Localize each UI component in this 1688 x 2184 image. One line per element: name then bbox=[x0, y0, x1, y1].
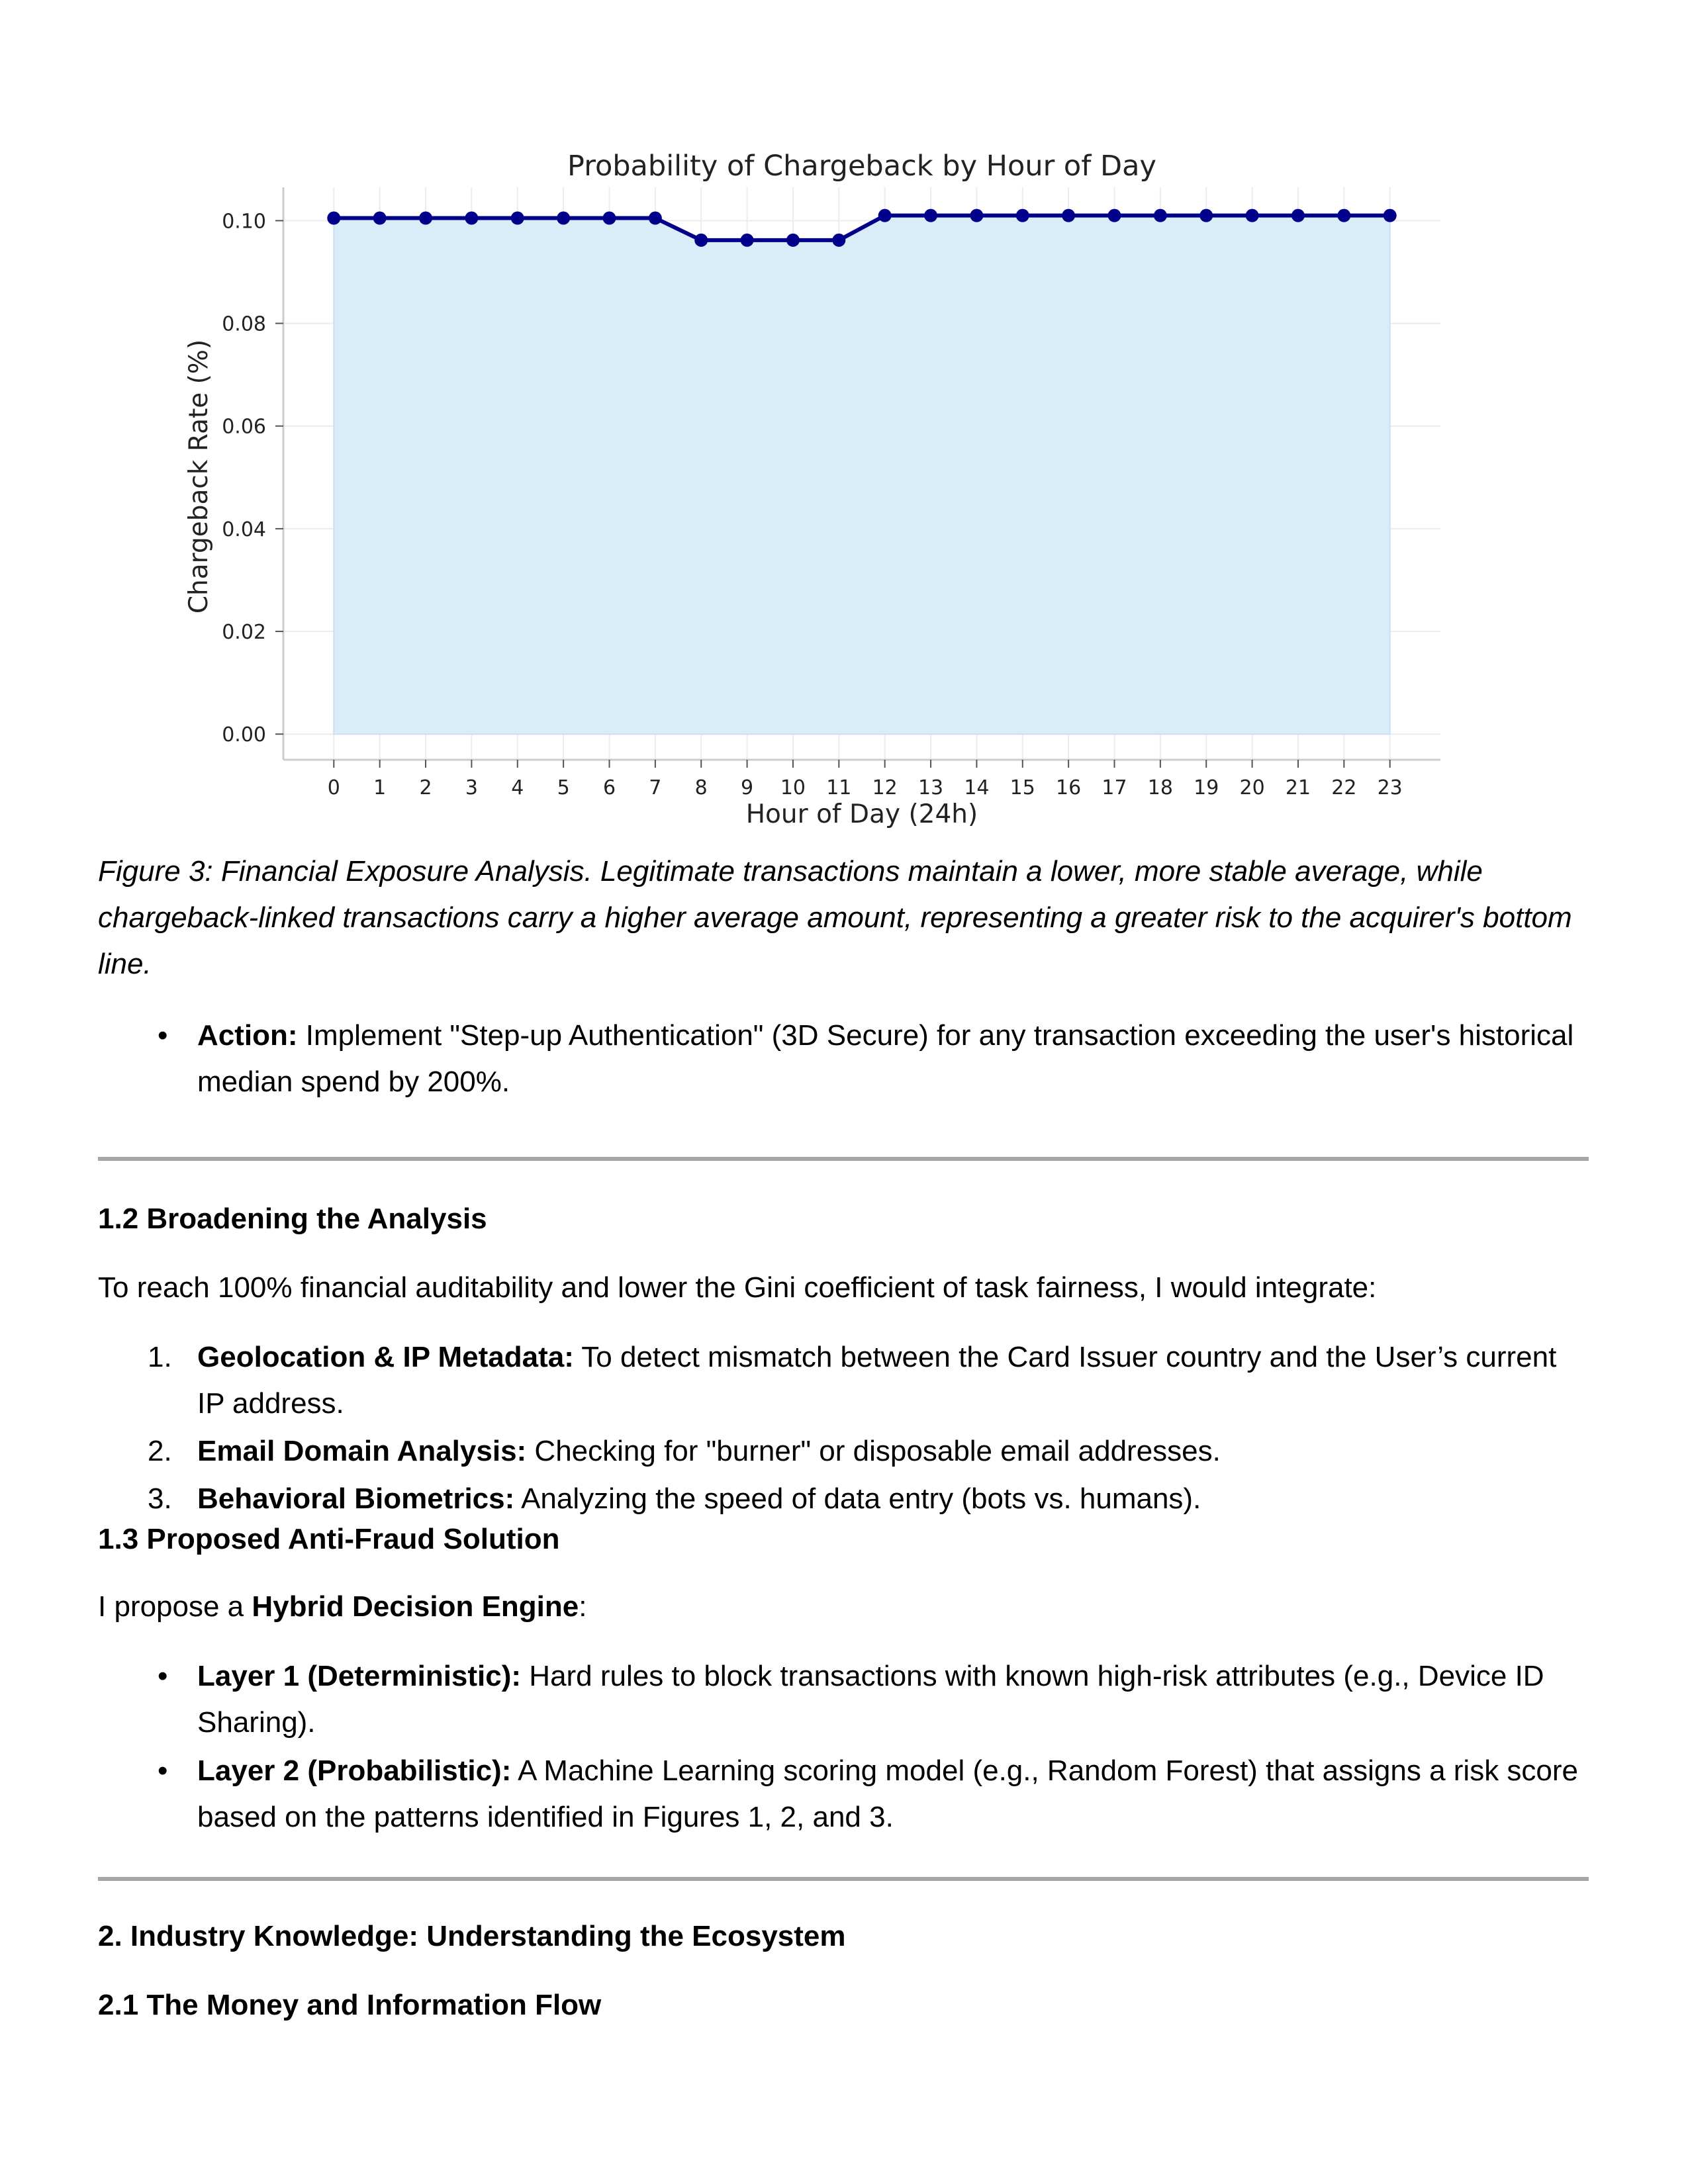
section-heading-2: 2. Industry Knowledge: Understanding the Ecosystem bbox=[98, 1920, 846, 1952]
y-tick-label: 0.00 bbox=[222, 723, 266, 747]
x-tick-label: 11 bbox=[826, 776, 852, 799]
y-tick-label: 0.08 bbox=[222, 312, 266, 336]
x-tick-label: 0 bbox=[327, 776, 340, 799]
data-point bbox=[1383, 209, 1397, 222]
section-heading-2-1: 2.1 The Money and Information Flow bbox=[98, 1989, 602, 2021]
area-fill bbox=[334, 216, 1389, 735]
item-text: Hard rules to block transactions with known high-risk attributes (e.g., Device ID Sharing). bbox=[197, 1660, 1544, 1739]
intro-prefix: I propose a bbox=[98, 1590, 252, 1623]
section-1-2-intro: To reach 100% financial auditability and lower the Gini coefficient of task fairness, I would integrate: bbox=[98, 1271, 1377, 1304]
section-divider bbox=[98, 1157, 1589, 1161]
x-tick-label: 16 bbox=[1056, 776, 1082, 799]
y-tick-label: 0.10 bbox=[222, 210, 266, 234]
x-ticks bbox=[328, 760, 1403, 799]
section-divider bbox=[98, 1877, 1589, 1881]
x-tick-label: 14 bbox=[964, 776, 990, 799]
bullet-marker: • bbox=[158, 1754, 168, 1787]
data-point bbox=[1108, 209, 1121, 222]
item-text: To detect mismatch between the Card Issuer country and the User’s current IP address. bbox=[197, 1341, 1557, 1420]
list-item bbox=[98, 1334, 1587, 1427]
data-point bbox=[1246, 209, 1259, 222]
list-item bbox=[98, 1013, 1587, 1105]
x-tick-label: 1 bbox=[373, 776, 387, 799]
x-tick-label: 23 bbox=[1377, 776, 1403, 799]
x-tick-label: 22 bbox=[1331, 776, 1357, 799]
data-point bbox=[465, 212, 478, 225]
integration-list bbox=[98, 1334, 1587, 1524]
item-label: Behavioral Biometrics: bbox=[197, 1482, 515, 1515]
x-tick-label: 6 bbox=[602, 776, 616, 799]
x-tick-label: 7 bbox=[649, 776, 662, 799]
list-item bbox=[98, 1653, 1587, 1746]
action-label: Action: bbox=[197, 1019, 298, 1052]
data-point bbox=[741, 234, 754, 247]
x-tick-label: 4 bbox=[511, 776, 524, 799]
data-point bbox=[511, 212, 524, 225]
data-point bbox=[924, 209, 937, 222]
x-axis-label: Hour of Day (24h) bbox=[745, 799, 978, 829]
y-tick-label: 0.06 bbox=[222, 415, 266, 439]
data-point bbox=[1291, 209, 1305, 222]
data-point bbox=[557, 212, 570, 225]
intro-bold: Hybrid Decision Engine bbox=[252, 1590, 579, 1623]
chart-area-fill-layer bbox=[334, 216, 1389, 735]
figure-caption: Figure 3: Financial Exposure Analysis. Legitimate transactions maintain a lower, more stable average, while chargeback-linked transactions carry a higher average amount, representing a greater risk to the acquirer's bottom line. bbox=[98, 855, 1572, 980]
x-tick-label: 3 bbox=[465, 776, 478, 799]
section-heading-1-2: 1.2 Broadening the Analysis bbox=[98, 1203, 487, 1235]
bullet-marker: • bbox=[158, 1019, 168, 1052]
data-point bbox=[1337, 209, 1350, 222]
action-list bbox=[98, 1013, 1587, 1107]
item-label: Email Domain Analysis: bbox=[197, 1435, 527, 1467]
bullet-marker: • bbox=[158, 1660, 168, 1692]
x-tick-label: 13 bbox=[917, 776, 944, 799]
list-item bbox=[98, 1428, 1587, 1475]
y-axis-label: Chargeback Rate (%) bbox=[184, 339, 214, 614]
x-tick-label: 2 bbox=[419, 776, 432, 799]
intro-suffix: : bbox=[579, 1590, 587, 1623]
x-tick-label: 5 bbox=[557, 776, 570, 799]
x-tick-label: 8 bbox=[694, 776, 708, 799]
y-tick-label: 0.04 bbox=[222, 518, 266, 541]
item-text: Checking for "burner" or disposable email addresses. bbox=[526, 1435, 1221, 1467]
chart-title: Probability of Chargeback by Hour of Day bbox=[567, 150, 1156, 183]
x-tick-label: 19 bbox=[1194, 776, 1219, 799]
chargeback-chart bbox=[0, 0, 1688, 860]
data-point bbox=[1016, 209, 1029, 222]
y-ticks bbox=[222, 210, 283, 747]
data-point bbox=[419, 212, 432, 225]
item-text: Analyzing the speed of data entry (bots vs. humans). bbox=[514, 1482, 1201, 1515]
data-point bbox=[832, 234, 845, 247]
list-number: 1. bbox=[148, 1341, 172, 1373]
x-tick-label: 12 bbox=[872, 776, 898, 799]
x-tick-label: 21 bbox=[1285, 776, 1311, 799]
data-point bbox=[694, 234, 708, 247]
y-tick-label: 0.02 bbox=[222, 621, 266, 645]
x-tick-label: 18 bbox=[1147, 776, 1173, 799]
list-item bbox=[98, 1476, 1587, 1522]
data-point bbox=[970, 209, 983, 222]
data-point bbox=[373, 212, 387, 225]
data-point bbox=[1199, 209, 1213, 222]
x-tick-label: 10 bbox=[780, 776, 806, 799]
data-point bbox=[602, 212, 616, 225]
item-text: A Machine Learning scoring model (e.g., Random Forest) that assigns a risk score based on the patterns identified in Figures 1, 2, and 3. bbox=[197, 1754, 1579, 1833]
item-label: Layer 2 (Probabilistic): bbox=[197, 1754, 512, 1787]
item-label: Geolocation & IP Metadata: bbox=[197, 1341, 574, 1373]
x-tick-label: 9 bbox=[741, 776, 754, 799]
data-point bbox=[649, 212, 662, 225]
item-label: Layer 1 (Deterministic): bbox=[197, 1660, 522, 1692]
data-point bbox=[878, 209, 892, 222]
data-point bbox=[1062, 209, 1075, 222]
data-point bbox=[327, 212, 340, 225]
x-tick-label: 20 bbox=[1239, 776, 1265, 799]
x-tick-label: 17 bbox=[1102, 776, 1127, 799]
x-tick-label: 15 bbox=[1009, 776, 1035, 799]
list-number: 2. bbox=[148, 1435, 172, 1467]
data-point bbox=[786, 234, 800, 247]
action-text: Implement "Step-up Authentication" (3D Secure) for any transaction exceeding the user's historical median spend by 200%. bbox=[197, 1019, 1574, 1098]
list-item bbox=[98, 1748, 1587, 1841]
data-point bbox=[1154, 209, 1167, 222]
solution-list bbox=[98, 1653, 1587, 1843]
section-heading-1-3: 1.3 Proposed Anti-Fraud Solution bbox=[98, 1523, 560, 1555]
section-1-3-intro bbox=[98, 1587, 1587, 1627]
list-number: 3. bbox=[148, 1482, 172, 1515]
